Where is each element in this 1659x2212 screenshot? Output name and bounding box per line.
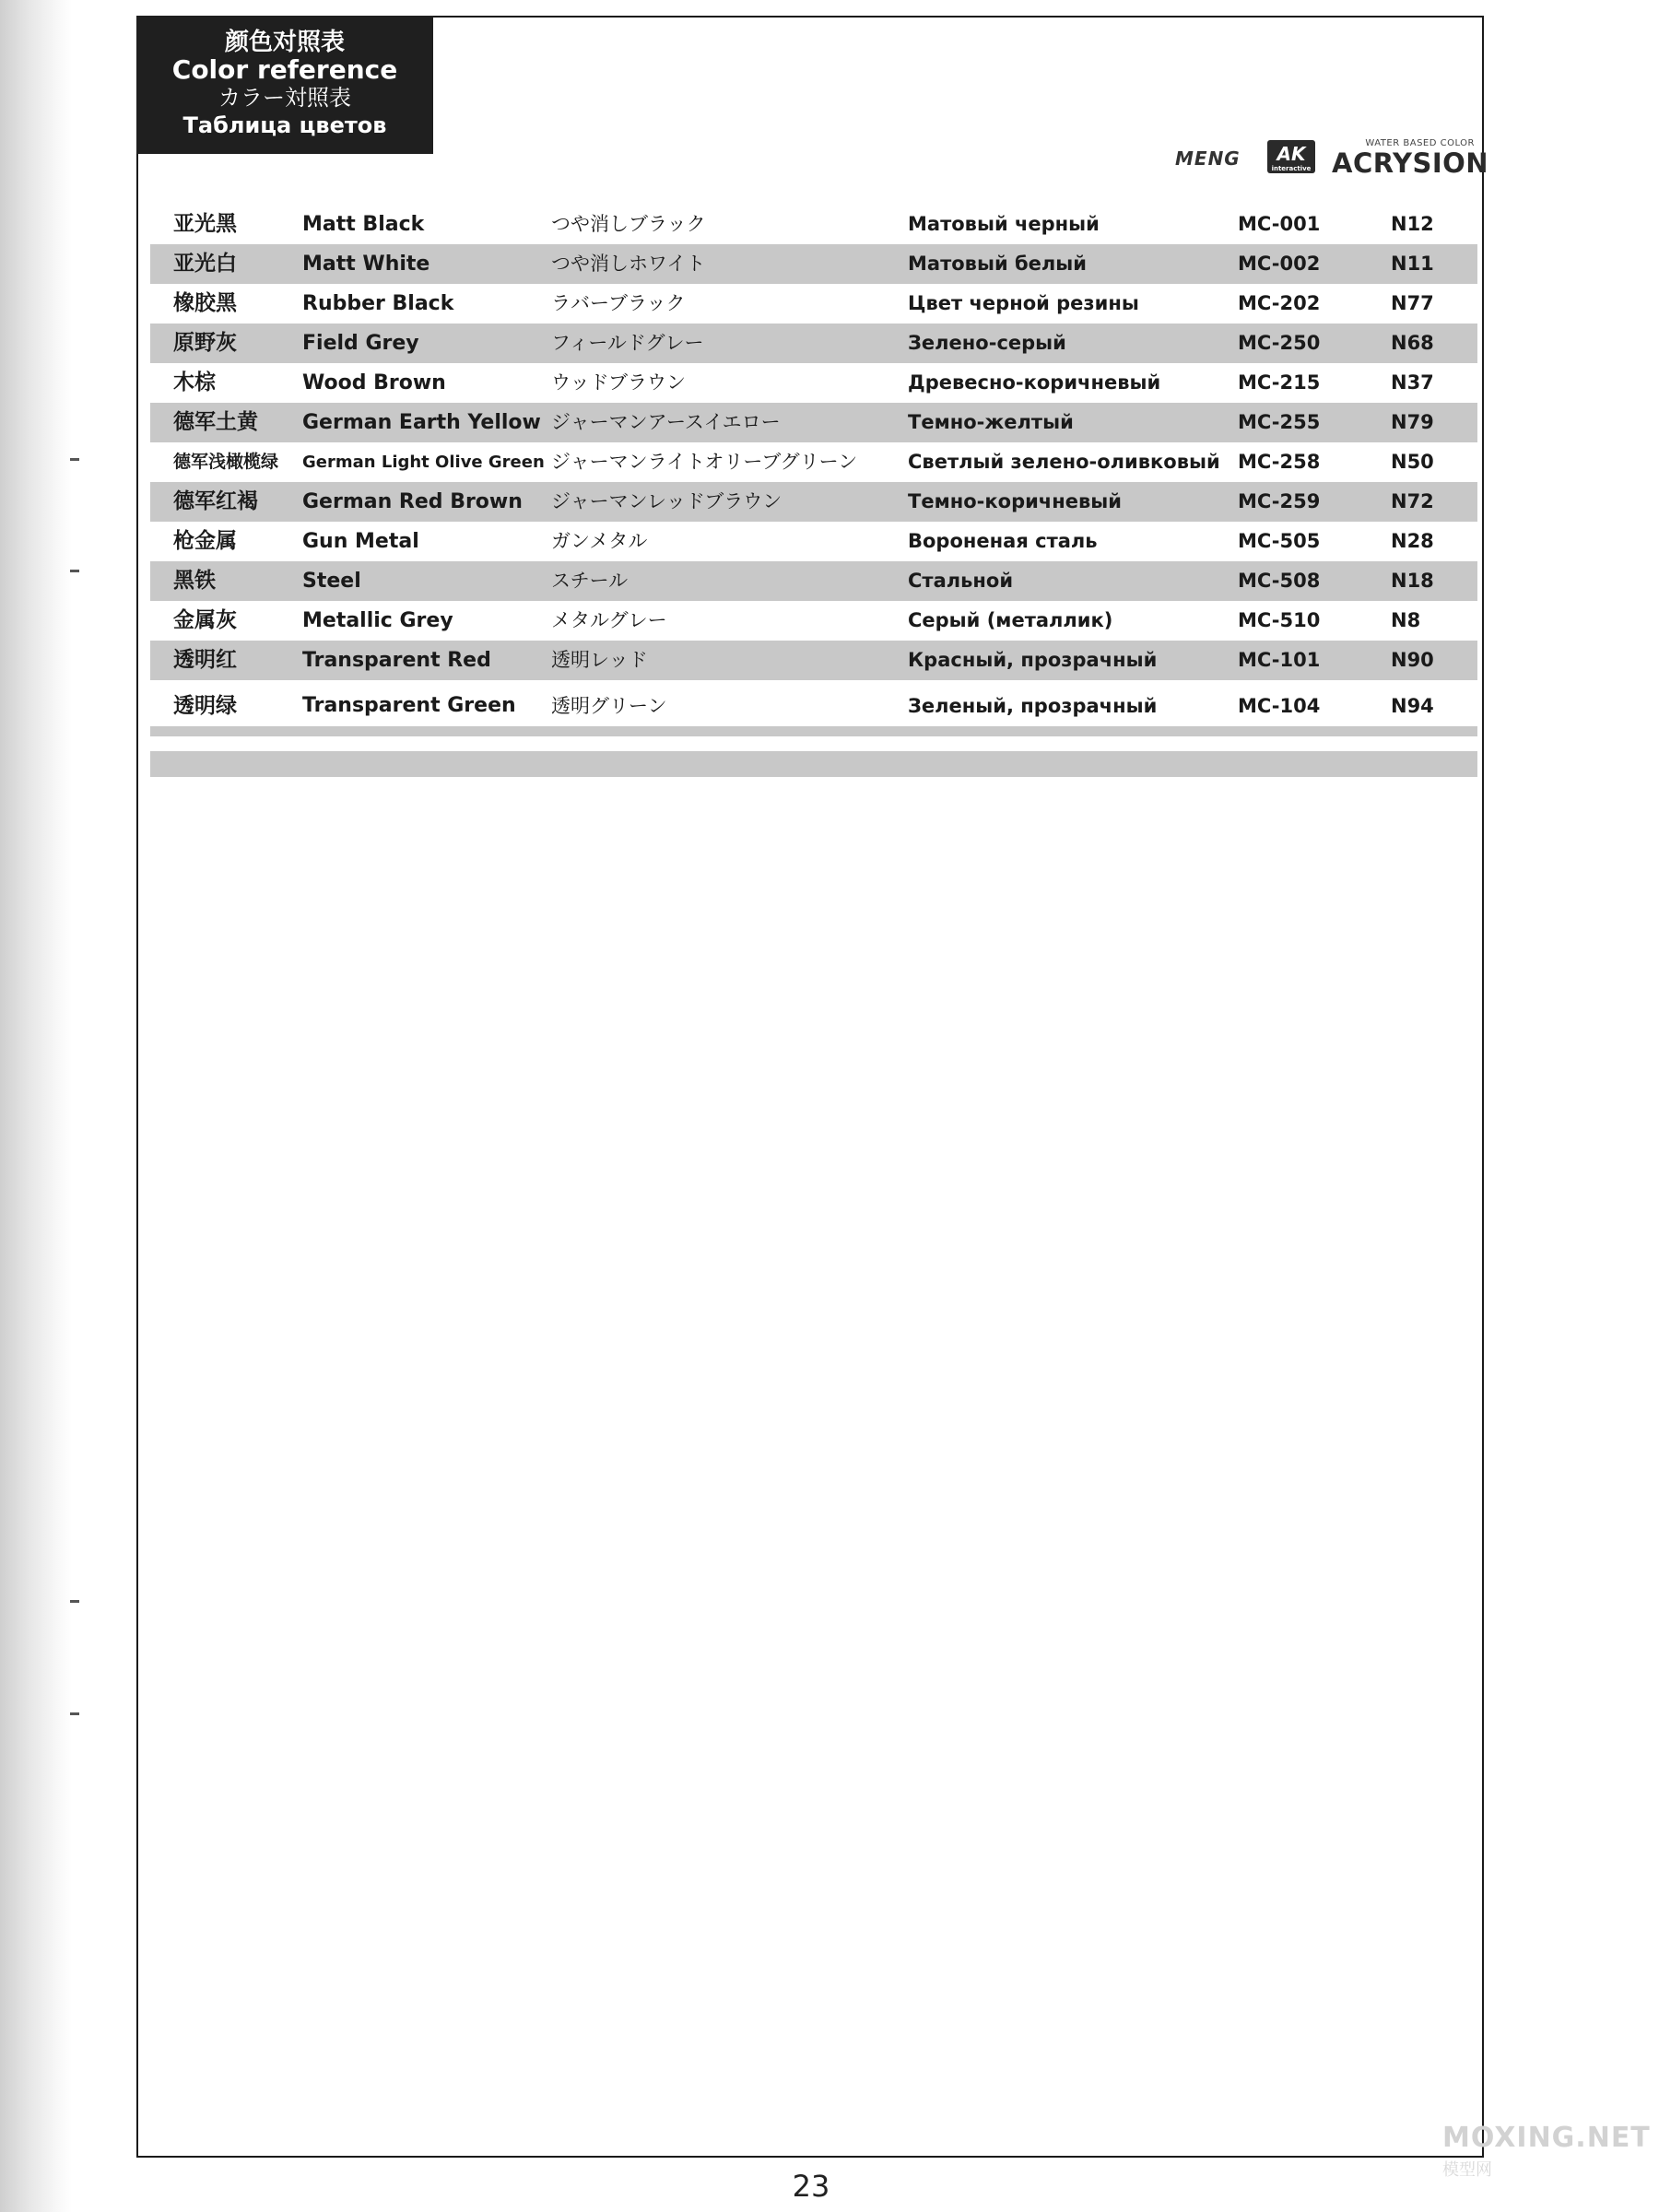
meng-code: MC-510 — [1238, 609, 1321, 631]
page-header-box — [136, 16, 433, 154]
brand-logos — [1175, 138, 1489, 180]
color-name-cn: 德军土黄 — [173, 410, 258, 434]
color-name-ru: Матовый белый — [908, 253, 1087, 275]
color-name-cn: 德军红褐 — [173, 489, 258, 513]
ak-code: N94 — [1391, 695, 1434, 717]
color-name-ru: Темно-желтый — [908, 411, 1074, 433]
table-row — [150, 680, 1477, 732]
ak-code: N37 — [1391, 371, 1434, 394]
ak-interactive-logo — [1267, 140, 1315, 173]
ak-code: N77 — [1391, 292, 1434, 314]
color-name-en: Matt Black — [302, 213, 425, 236]
color-name-ru: Цвет черной резины — [908, 292, 1139, 314]
color-name-jp: つや消しホワイト — [551, 253, 706, 275]
color-name-cn: 透明绿 — [173, 694, 237, 718]
table-row — [150, 205, 1477, 244]
color-name-en: Steel — [302, 570, 361, 593]
color-name-ru: Стальной — [908, 570, 1014, 592]
table-row — [150, 324, 1477, 363]
color-name-ru: Вороненая сталь — [908, 530, 1098, 552]
page-number: 23 — [792, 2169, 830, 2204]
watermark-sub: 模型网 — [1442, 2160, 1492, 2180]
meng-code: MC-215 — [1238, 371, 1321, 394]
meng-logo: MENG — [1175, 147, 1241, 170]
color-name-jp: スチール — [551, 570, 629, 592]
meng-code: MC-101 — [1238, 649, 1321, 671]
header-title-en: Color reference — [171, 54, 398, 85]
color-name-ru: Матовый черный — [908, 213, 1100, 235]
color-name-en: Transparent Green — [302, 694, 516, 717]
color-name-jp: メタルグレー — [551, 609, 667, 631]
table-row — [150, 561, 1477, 601]
ak-code: N8 — [1391, 609, 1421, 631]
header-title-jp: カラー対照表 — [218, 85, 351, 111]
color-name-cn: 亚光黑 — [173, 212, 237, 236]
color-name-ru: Красный, прозрачный — [908, 649, 1158, 671]
color-name-en: German Light Olive Green — [302, 453, 545, 472]
color-name-ru: Темно-коричневый — [908, 490, 1122, 512]
color-name-jp: ウッドブラウン — [551, 371, 686, 394]
color-name-cn: 黑铁 — [173, 569, 216, 593]
binding-mark — [70, 1600, 79, 1603]
meng-code: MC-508 — [1238, 570, 1321, 592]
meng-code: MC-259 — [1238, 490, 1321, 512]
color-name-jp: ガンメタル — [551, 530, 648, 552]
color-name-ru: Серый (металлик) — [908, 609, 1113, 631]
meng-code: MC-002 — [1238, 253, 1321, 275]
meng-code: MC-250 — [1238, 332, 1321, 354]
color-name-en: Transparent Red — [302, 649, 491, 672]
ak-code: N90 — [1391, 649, 1434, 671]
color-name-en: German Earth Yellow — [302, 411, 541, 434]
ak-logo-subtext: interactive — [1271, 165, 1312, 172]
color-name-jp: フィールドグレー — [551, 332, 704, 354]
color-name-cn: 橡胶黑 — [173, 291, 237, 315]
ak-code: N18 — [1391, 570, 1434, 592]
meng-code: MC-258 — [1238, 451, 1321, 473]
ak-logo-text: AK — [1277, 143, 1306, 165]
table-row — [150, 482, 1477, 522]
color-name-en: Rubber Black — [302, 292, 454, 315]
ak-code: N28 — [1391, 530, 1434, 552]
ak-code: N79 — [1391, 411, 1434, 433]
ak-code: N12 — [1391, 213, 1434, 235]
color-name-ru: Светлый зелено-оливковый — [908, 451, 1220, 473]
color-name-cn: 亚光白 — [173, 252, 237, 276]
color-name-en: Field Grey — [302, 332, 419, 355]
acrysion-tagline: WATER BASED COLOR — [1365, 138, 1475, 148]
color-name-ru: Зелено-серый — [908, 332, 1066, 354]
table-row — [150, 601, 1477, 641]
table-row — [150, 244, 1477, 284]
meng-code: MC-255 — [1238, 411, 1321, 433]
color-name-jp: 透明グリーン — [551, 695, 667, 717]
ak-code: N68 — [1391, 332, 1434, 354]
color-name-cn: 透明红 — [173, 648, 237, 672]
binding-mark — [70, 1712, 79, 1715]
table-row — [150, 442, 1477, 482]
ak-code: N72 — [1391, 490, 1434, 512]
book-spine-shadow — [0, 0, 72, 2212]
color-name-cn: 原野灰 — [173, 331, 237, 355]
color-name-jp: ジャーマンアースイエロー — [551, 411, 781, 433]
color-name-jp: 透明レッド — [551, 649, 648, 671]
ak-code: N11 — [1391, 253, 1434, 275]
meng-code: MC-505 — [1238, 530, 1321, 552]
table-row — [150, 403, 1477, 442]
color-name-cn: 枪金属 — [173, 529, 237, 553]
color-name-jp: ジャーマンレッドブラウン — [551, 490, 782, 512]
color-name-cn: 德军浅橄榄绿 — [173, 452, 279, 472]
color-name-en: Wood Brown — [302, 371, 446, 394]
meng-code: MC-202 — [1238, 292, 1321, 314]
meng-code: MC-104 — [1238, 695, 1321, 717]
watermark: MOXING.NET — [1442, 2122, 1651, 2154]
color-name-en: Matt White — [302, 253, 430, 276]
color-name-ru: Древесно-коричневый — [908, 371, 1161, 394]
header-title-ru: Таблица цветов — [182, 112, 387, 138]
color-name-en: Metallic Grey — [302, 609, 453, 632]
color-name-en: Gun Metal — [302, 530, 419, 553]
color-name-en: German Red Brown — [302, 490, 523, 513]
table-row — [150, 641, 1477, 680]
meng-code: MC-001 — [1238, 213, 1321, 235]
color-reference-table — [150, 205, 1477, 732]
binding-mark — [70, 458, 79, 461]
color-name-cn: 木棕 — [173, 371, 216, 394]
binding-mark — [70, 570, 79, 572]
color-name-jp: ジャーマンライトオリーブグリーン — [551, 451, 858, 473]
color-name-jp: ラバーブラック — [551, 292, 686, 314]
table-row — [150, 363, 1477, 403]
color-name-cn: 金属灰 — [173, 608, 237, 632]
acrysion-logo: ACRYSION — [1332, 147, 1489, 179]
table-row — [150, 284, 1477, 324]
ak-code: N50 — [1391, 451, 1434, 473]
color-name-jp: つや消しブラック — [551, 213, 706, 235]
table-row — [150, 522, 1477, 561]
header-title-cn: 颜色对照表 — [224, 29, 345, 56]
table-footer-bar — [150, 751, 1477, 777]
table-bottom-bar — [150, 726, 1477, 736]
color-name-ru: Зеленый, прозрачный — [908, 695, 1158, 717]
